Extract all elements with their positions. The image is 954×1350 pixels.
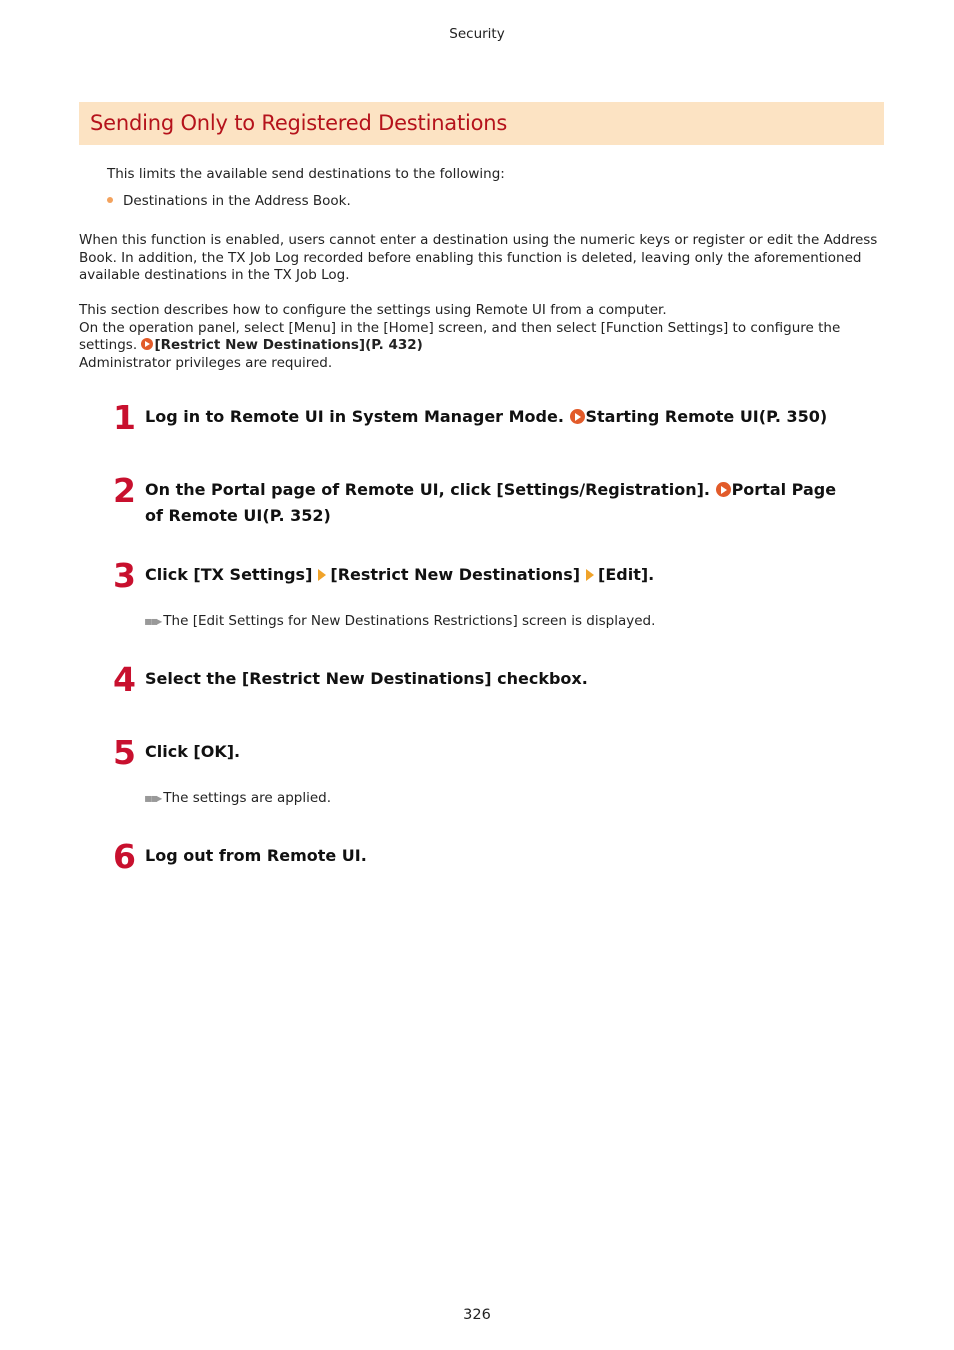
section-title-bar <box>79 102 884 145</box>
step-number: 3 <box>113 556 136 595</box>
config-line-2: On the operation panel, select [Menu] in the [Home] screen, and then select [Function Settings] to configure the settings. <box>79 319 841 353</box>
step-text <box>145 404 855 430</box>
result-arrow-icon: ▪▪▸ <box>144 614 161 628</box>
page-number: 326 <box>463 1307 491 1323</box>
result-arrow-icon: ▪▪▸ <box>144 791 161 805</box>
step-number: 6 <box>113 837 136 876</box>
step-number: 1 <box>113 398 136 437</box>
portal-page-link[interactable]: Portal Page of Remote UI(P. 352) <box>145 480 837 525</box>
restrict-new-destinations-link[interactable]: [Restrict New Destinations](P. 432) <box>154 337 423 353</box>
step-part: [Restrict New Destinations] <box>330 565 581 584</box>
step-5-result <box>144 790 331 806</box>
step-number: 2 <box>113 471 136 510</box>
step-3-result <box>144 613 655 629</box>
step-text <box>145 477 855 529</box>
list-item <box>107 193 351 211</box>
step-instruction: Log in to Remote UI in System Manager Mode. <box>145 407 564 426</box>
step-number: 4 <box>113 660 136 699</box>
triangle-right-icon <box>318 569 326 581</box>
link-arrow-icon <box>141 338 153 350</box>
bullet-dot-icon <box>107 197 113 203</box>
step-text: Select the [Restrict New Destinations] checkbox. <box>145 669 588 688</box>
step-text: Click [OK]. <box>145 742 241 761</box>
config-line-3: Administrator privileges are required. <box>79 354 333 371</box>
description-paragraph: When this function is enabled, users cannot enter a destination using the numeric keys or register or edit the Address Book. In addition, the TX Job Log recorded before enabling this function is deleted, leaving only the aforementioned available destinations in the TX Job Log. <box>79 232 878 283</box>
configuration-paragraph <box>79 302 887 372</box>
result-text: The [Edit Settings for New Destinations Restrictions] screen is displayed. <box>163 613 656 629</box>
step-text: Log out from Remote UI. <box>145 846 367 865</box>
step-instruction: On the Portal page of Remote UI, click [Settings/Registration]. <box>145 480 710 499</box>
step-part: Click [TX Settings] <box>145 565 313 584</box>
step-part: [Edit]. <box>598 565 655 584</box>
result-text: The settings are applied. <box>163 790 332 806</box>
step-text <box>145 562 855 588</box>
step-number: 5 <box>113 733 136 772</box>
starting-remote-ui-link[interactable]: Starting Remote UI(P. 350) <box>585 407 828 426</box>
triangle-right-icon <box>586 569 594 581</box>
link-arrow-icon <box>716 482 731 497</box>
link-arrow-icon <box>570 409 585 424</box>
running-header: Security <box>449 26 505 42</box>
list-item-text: Destinations in the Address Book. <box>123 193 351 209</box>
intro-text: This limits the available send destinations to the following: <box>107 166 505 182</box>
config-line-1: This section describes how to configure the settings using Remote UI from a computer. <box>79 302 667 318</box>
page-title: Sending Only to Registered Destinations <box>90 111 508 135</box>
